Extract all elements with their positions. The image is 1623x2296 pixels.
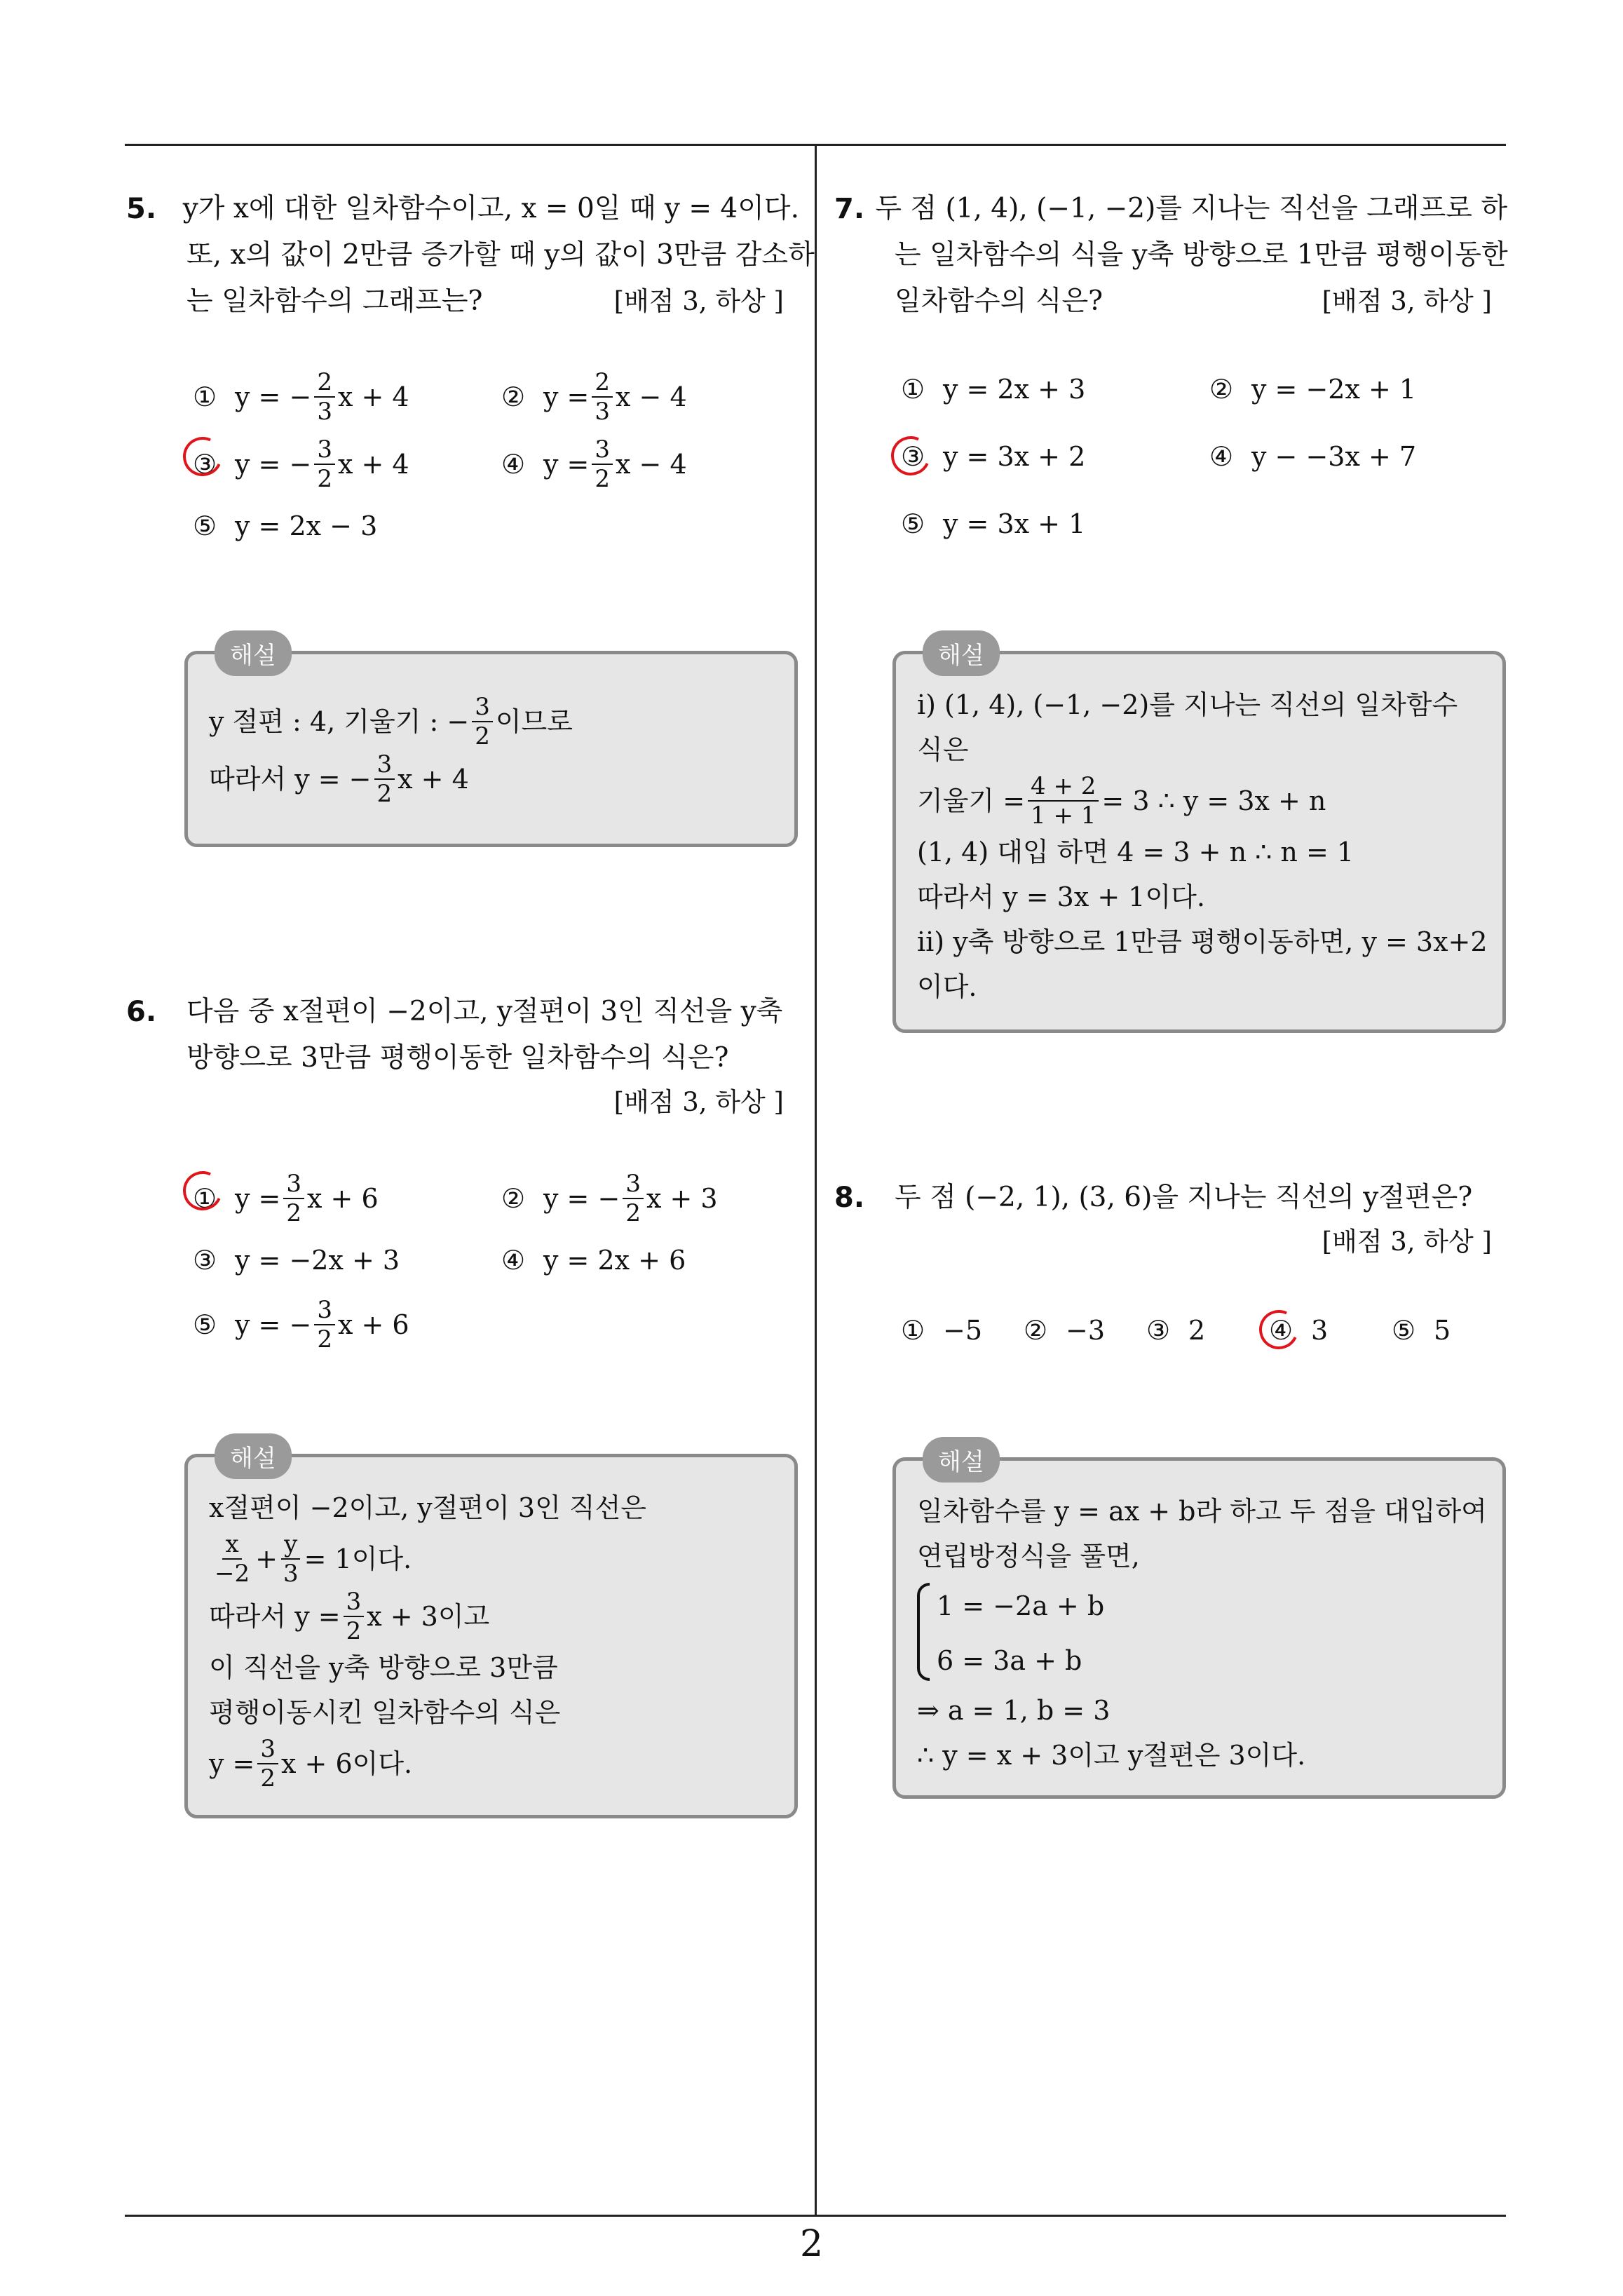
choice-4[interactable]: ④ y = $\frac{3}{2}$ x − 4: [501, 435, 687, 493]
solution-line: 기울기 = $\frac{4 + 2}{1 + 1}$ = 3 ∴ y = 3x + n: [917, 772, 1326, 830]
solution-tag: 해설: [923, 1437, 1000, 1483]
choice-2[interactable]: ② y = −2x + 1: [1209, 374, 1417, 405]
equation-system: [917, 1579, 1488, 1688]
problem-text: y가 x에 대한 일차함수이고, x = 0일 때 y = 4이다.: [182, 193, 799, 224]
points-label: [배점 3, 하상 ]: [1322, 286, 1492, 316]
choice-5[interactable]: ⑤ y = 3x + 1: [901, 508, 1086, 539]
solution-line: 평행이동시킨 일차함수의 식은: [209, 1697, 561, 1728]
choice-2[interactable]: ② −3: [1024, 1315, 1106, 1346]
solution-box-5: [184, 642, 798, 847]
solution-line: x절편이 −2이고, y절편이 3인 직선은: [209, 1492, 646, 1523]
solution-line: 일차함수를 y = ax + b라 하고 두 점을 대입하여: [917, 1496, 1487, 1527]
solution-line: ⇒ a = 1, b = 3: [917, 1695, 1111, 1726]
solution-line: $\frac{x}{-2}$ + $\frac{y}{3}$ = 1이다.: [215, 1530, 412, 1588]
column-divider: [815, 144, 817, 2216]
solution-line: 따라서 y = 3x + 1이다.: [917, 882, 1205, 912]
problem-number: 5.: [126, 193, 157, 225]
choice-1[interactable]: ① y = $\frac{3}{2}$ x + 6: [193, 1170, 379, 1227]
solution-line: ⅰ) (1, 4), (−1, −2)를 지나는 직선의 일차함수: [917, 689, 1458, 720]
solution-line: 식은: [917, 734, 969, 765]
choice-3[interactable]: ③ y = 3x + 2: [901, 441, 1086, 472]
solution-line: ∴ y = x + 3이고 y절편은 3이다.: [917, 1740, 1306, 1771]
problem-7: [834, 186, 1507, 325]
problem-text: 일차함수의 식은?: [895, 285, 1103, 317]
choice-2[interactable]: ② y = $\frac{2}{3}$ x − 4: [501, 368, 687, 426]
problem-text: 다음 중 x절편이 −2이고, y절편이 3인 직선을 y축: [186, 996, 783, 1027]
solution-box-6: [184, 1445, 798, 1818]
choice-4[interactable]: ④ 3: [1269, 1315, 1329, 1346]
solution-line: 따라서 y = − $\frac{3}{2}$ x + 4: [209, 750, 469, 808]
choice-4[interactable]: ④ y = 2x + 6: [501, 1245, 686, 1276]
solution-line: 6 = 3a + b: [937, 1645, 1082, 1676]
problem-text: 는 일차함수의 그래프는?: [186, 285, 483, 317]
problem-6: [126, 989, 799, 1123]
points-label: [배점 3, 하상 ]: [1322, 1227, 1492, 1257]
solution-box-8: [892, 1448, 1506, 1799]
choice-1[interactable]: ① y = 2x + 3: [901, 374, 1086, 405]
solution-line: 1 = −2a + b: [937, 1591, 1105, 1621]
points-label: [배점 3, 하상 ]: [613, 286, 784, 316]
problem-8: [834, 1175, 1507, 1263]
solution-line: 연립방정식을 풀면,: [917, 1541, 1140, 1572]
solution-line: 이다.: [917, 971, 977, 1002]
choice-5[interactable]: ⑤ 5: [1392, 1315, 1451, 1346]
solution-line: 따라서 y = $\frac{3}{2}$ x + 3이고: [209, 1588, 490, 1645]
choice-4[interactable]: ④ y − −3x + 7: [1209, 441, 1417, 472]
problem-text: 두 점 (−2, 1), (3, 6)을 지나는 직선의 y절편은?: [895, 1182, 1473, 1213]
bottom-rule: [125, 2215, 1506, 2217]
choice-3[interactable]: ③ y = −2x + 3: [193, 1245, 400, 1276]
solution-tag: 해설: [215, 630, 292, 676]
choice-3[interactable]: ③ 2: [1146, 1315, 1206, 1346]
choice-1[interactable]: ① −5: [901, 1315, 983, 1346]
solution-line: (1, 4) 대입 하면 4 = 3 + n ∴ n = 1: [917, 837, 1354, 867]
problem-number: 8.: [834, 1182, 865, 1214]
problem-text: 는 일차함수의 식을 y축 방향으로 1만큼 평행이동한: [895, 239, 1508, 271]
problem-text: 또, x의 값이 2만큼 증가할 때 y의 값이 3만큼 감소하: [186, 239, 815, 271]
solution-line: y 절편 : 4, 기울기 : − $\frac{3}{2}$ 이므로: [209, 693, 573, 750]
solution-line: 이 직선을 y축 방향으로 3만큼: [209, 1652, 558, 1683]
choice-1[interactable]: ① y = − $\frac{2}{3}$ x + 4: [193, 368, 409, 426]
problem-text: 방향으로 3만큼 평행이동한 일차함수의 식은?: [186, 1042, 729, 1074]
solution-line: ⅱ) y축 방향으로 1만큼 평행이동하면, y = 3x+2: [917, 926, 1488, 957]
problem-5: [126, 186, 815, 325]
brace: [917, 1583, 930, 1681]
solution-tag: 해설: [215, 1433, 292, 1479]
problem-text: 두 점 (1, 4), (−1, −2)를 지나는 직선을 그래프로 하: [875, 193, 1507, 224]
choice-3[interactable]: ③ y = − $\frac{3}{2}$ x + 4: [193, 435, 409, 493]
solution-box-7: [892, 642, 1506, 1033]
choice-5[interactable]: ⑤ y = − $\frac{3}{2}$ x + 6: [193, 1296, 409, 1353]
choice-2[interactable]: ② y = − $\frac{3}{2}$ x + 3: [501, 1170, 718, 1227]
solution-tag: 해설: [923, 630, 1000, 676]
problem-number: 6.: [126, 996, 157, 1028]
problem-number: 7.: [834, 193, 865, 225]
choice-5[interactable]: ⑤ y = 2x − 3: [193, 511, 378, 541]
page-number: 2: [799, 2223, 824, 2265]
points-label: [배점 3, 하상 ]: [613, 1087, 784, 1117]
solution-line: y = $\frac{3}{2}$ x + 6이다.: [209, 1735, 413, 1792]
